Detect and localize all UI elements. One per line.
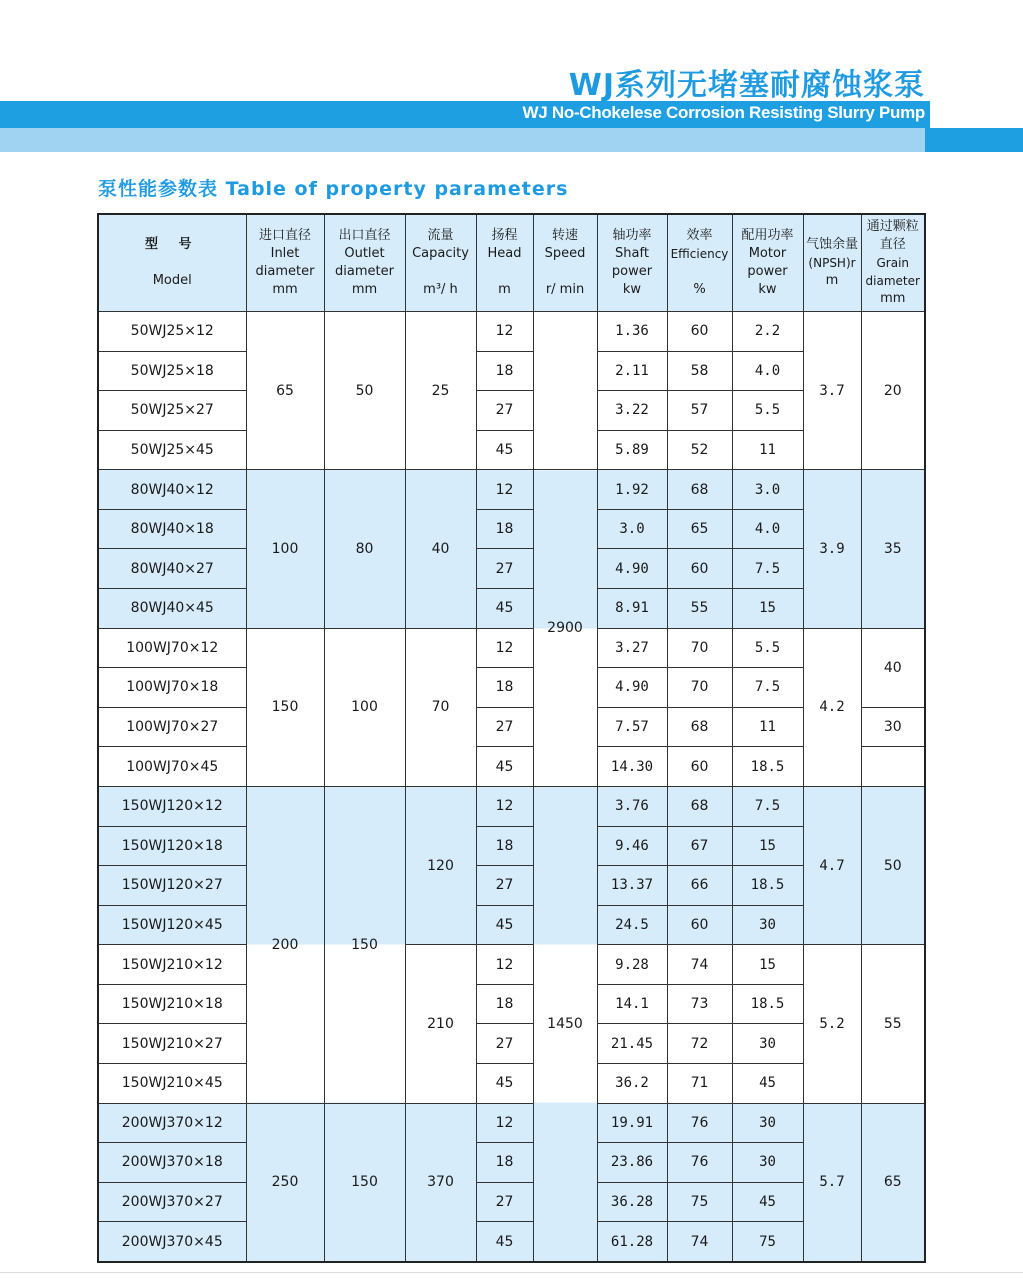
cell-efficiency: 74 [667,1222,732,1262]
table-row [98,312,925,352]
cell-head: 45 [476,905,533,945]
cell-motor-power: 11 [732,430,803,470]
cell-shaft-power: 3.0 [597,509,667,549]
cell-npsh: 3.9 [803,470,861,628]
cell-grain: 65 [861,1103,925,1262]
cell-head: 18 [476,984,533,1024]
cell-motor-power: 5.5 [732,628,803,668]
cell-motor-power: 30 [732,905,803,945]
cell-model: 200WJ370×27 [98,1182,246,1222]
cell-npsh: 3.7 [803,312,861,470]
cell-head: 12 [476,312,533,352]
table-row [98,1222,925,1262]
cell-head: 45 [476,589,533,629]
table-row [98,1182,925,1222]
cell-model: 50WJ25×18 [98,351,246,391]
cell-motor-power: 4.0 [732,509,803,549]
cell-shaft-power: 14.30 [597,747,667,787]
cell-head: 12 [476,786,533,826]
header-row [98,214,925,312]
cell-efficiency: 70 [667,628,732,668]
table-row [98,984,925,1024]
cell-shaft-power: 14.1 [597,984,667,1024]
cell-outlet: 80 [324,470,405,628]
cell-shaft-power: 21.45 [597,1024,667,1064]
table-row [98,905,925,945]
cell-model: 150WJ210×27 [98,1024,246,1064]
table-row [98,786,925,826]
cell-efficiency: 76 [667,1103,732,1143]
cell-capacity: 370 [405,1103,476,1262]
cell-shaft-power: 19.91 [597,1103,667,1143]
cell-motor-power: 30 [732,1024,803,1064]
cell-motor-power: 45 [732,1063,803,1103]
cell-npsh: 5.7 [803,1103,861,1262]
cell-motor-power: 75 [732,1222,803,1262]
col-capacity: 流量 Capacity m³/ h [405,214,476,312]
cell-npsh: 4.2 [803,628,861,786]
cell-head: 45 [476,1063,533,1103]
cell-efficiency: 60 [667,312,732,352]
col-grain-diameter: 通过颗粒直径 Grain diameter mm [861,214,925,312]
cell-motor-power: 3.0 [732,470,803,510]
cell-speed-empty [533,312,597,470]
cell-outlet: 150 [324,786,405,1103]
cell-model: 150WJ120×45 [98,905,246,945]
cell-model: 200WJ370×18 [98,1143,246,1183]
cell-motor-power: 18.5 [732,866,803,906]
header-band-corner [925,128,1023,152]
table-row [98,866,925,906]
cell-model: 150WJ120×18 [98,826,246,866]
cell-shaft-power: 24.5 [597,905,667,945]
cell-model: 150WJ210×12 [98,945,246,985]
cell-model: 80WJ40×27 [98,549,246,589]
col-npsh: 气蚀余量 (NPSH)r m [803,214,861,312]
cell-head: 27 [476,1024,533,1064]
header-band-light [0,128,1023,152]
cell-model: 80WJ40×12 [98,470,246,510]
cell-shaft-power: 8.91 [597,589,667,629]
cell-shaft-power: 61.28 [597,1222,667,1262]
col-motor-power: 配用功率 Motor power kw [732,214,803,312]
cell-motor-power: 15 [732,945,803,985]
col-efficiency: 效率 Efficiency % [667,214,732,312]
cell-efficiency: 68 [667,470,732,510]
cell-head: 27 [476,549,533,589]
cell-motor-power: 18.5 [732,747,803,787]
cell-shaft-power: 3.76 [597,786,667,826]
cell-grain: 40 [861,628,925,707]
page-title-cn: WJ系列无堵塞耐腐蚀浆泵 [568,68,925,103]
cell-head: 18 [476,668,533,708]
cell-shaft-power: 23.86 [597,1143,667,1183]
cell-shaft-power: 9.28 [597,945,667,985]
cell-efficiency: 60 [667,905,732,945]
cell-model: 100WJ70×12 [98,628,246,668]
cell-model: 80WJ40×18 [98,509,246,549]
cell-efficiency: 76 [667,1143,732,1183]
cell-grain: 30 [861,707,925,747]
cell-model: 50WJ25×45 [98,430,246,470]
col-shaft-power: 轴功率 Shaft power kw [597,214,667,312]
cell-head: 18 [476,509,533,549]
cell-head: 12 [476,628,533,668]
cell-shaft-power: 3.22 [597,391,667,431]
cell-motor-power: 15 [732,589,803,629]
property-parameters-table [97,213,926,1263]
cell-motor-power: 15 [732,826,803,866]
cell-shaft-power: 9.46 [597,826,667,866]
cell-efficiency: 57 [667,391,732,431]
cell-head: 27 [476,866,533,906]
cell-shaft-power: 36.28 [597,1182,667,1222]
cell-inlet: 150 [246,628,324,786]
col-outlet: 出口直径 Outlet diameter mm [324,214,405,312]
cell-efficiency: 60 [667,747,732,787]
cell-efficiency: 75 [667,1182,732,1222]
table-row [98,1024,925,1064]
cell-head: 27 [476,391,533,431]
cell-efficiency: 68 [667,786,732,826]
cell-shaft-power: 36.2 [597,1063,667,1103]
cell-head: 45 [476,430,533,470]
cell-motor-power: 2.2 [732,312,803,352]
cell-grain: 35 [861,470,925,628]
cell-model: 150WJ120×27 [98,866,246,906]
col-inlet: 进口直径 Inlet diameter mm [246,214,324,312]
cell-grain: 20 [861,312,925,470]
cell-capacity: 40 [405,470,476,628]
col-model: 型 号 Model [98,214,246,312]
cell-model: 50WJ25×27 [98,391,246,431]
cell-model: 150WJ210×18 [98,984,246,1024]
table-row [98,945,925,985]
cell-shaft-power: 4.90 [597,549,667,589]
cell-head: 12 [476,1103,533,1143]
table-row [98,1103,925,1143]
table-row [98,589,925,629]
cell-outlet: 150 [324,1103,405,1262]
table-row [98,430,925,470]
cell-shaft-power: 4.90 [597,668,667,708]
cell-efficiency: 67 [667,826,732,866]
cell-grain: 55 [861,945,925,1103]
page-title-en: WJ No-Chokelese Corrosion Resisting Slurry Pump [522,103,925,122]
table-row [98,668,925,708]
table-row [98,1063,925,1103]
table-row [98,509,925,549]
cell-shaft-power: 13.37 [597,866,667,906]
section-title: 泵性能参数表 Table of property parameters [98,178,569,200]
table-row [98,1143,925,1183]
cell-speed: 2900 [533,470,597,787]
cell-efficiency: 68 [667,707,732,747]
table-row [98,351,925,391]
cell-head: 18 [476,826,533,866]
cell-motor-power: 4.0 [732,351,803,391]
table-row [98,826,925,866]
cell-motor-power: 7.5 [732,786,803,826]
cell-motor-power: 30 [732,1103,803,1143]
table-row [98,470,925,510]
cell-motor-power: 45 [732,1182,803,1222]
table-row [98,549,925,589]
cell-head: 45 [476,1222,533,1262]
cell-head: 12 [476,945,533,985]
cell-grain-empty [861,747,925,787]
cell-model: 80WJ40×45 [98,589,246,629]
cell-inlet: 100 [246,470,324,628]
cell-efficiency: 55 [667,589,732,629]
cell-head: 45 [476,747,533,787]
cell-efficiency: 72 [667,1024,732,1064]
table-row [98,628,925,668]
cell-motor-power: 5.5 [732,391,803,431]
cell-head: 18 [476,351,533,391]
cell-inlet: 200 [246,786,324,1103]
cell-shaft-power: 7.57 [597,707,667,747]
col-head: 扬程 Head m [476,214,533,312]
cell-efficiency: 52 [667,430,732,470]
cell-motor-power: 30 [732,1143,803,1183]
cell-head: 27 [476,707,533,747]
cell-motor-power: 18.5 [732,984,803,1024]
cell-shaft-power: 5.89 [597,430,667,470]
cell-model: 100WJ70×45 [98,747,246,787]
cell-head: 18 [476,1143,533,1183]
cell-model: 50WJ25×12 [98,312,246,352]
cell-efficiency: 65 [667,509,732,549]
cell-speed: 1450 [533,786,597,1262]
cell-outlet: 50 [324,312,405,470]
cell-outlet: 100 [324,628,405,786]
cell-efficiency: 70 [667,668,732,708]
cell-capacity: 210 [405,945,476,1103]
cell-inlet: 250 [246,1103,324,1262]
cell-shaft-power: 1.92 [597,470,667,510]
cell-npsh: 5.2 [803,945,861,1103]
table-row [98,391,925,431]
cell-motor-power: 7.5 [732,668,803,708]
footer-divider [0,1272,1023,1273]
cell-model: 150WJ120×12 [98,786,246,826]
cell-efficiency: 71 [667,1063,732,1103]
cell-efficiency: 66 [667,866,732,906]
table-row [98,747,925,787]
cell-shaft-power: 1.36 [597,312,667,352]
cell-efficiency: 73 [667,984,732,1024]
cell-head: 27 [476,1182,533,1222]
table-row [98,707,925,747]
cell-model: 150WJ210×45 [98,1063,246,1103]
cell-motor-power: 7.5 [732,549,803,589]
cell-model: 100WJ70×27 [98,707,246,747]
cell-efficiency: 58 [667,351,732,391]
cell-shaft-power: 2.11 [597,351,667,391]
cell-npsh: 4.7 [803,786,861,944]
col-speed: 转速 Speed r/ min [533,214,597,312]
cell-motor-power: 11 [732,707,803,747]
cell-efficiency: 60 [667,549,732,589]
cell-head: 12 [476,470,533,510]
cell-capacity: 120 [405,786,476,944]
cell-model: 100WJ70×18 [98,668,246,708]
cell-model: 200WJ370×45 [98,1222,246,1262]
cell-efficiency: 74 [667,945,732,985]
cell-capacity: 70 [405,628,476,786]
cell-shaft-power: 3.27 [597,628,667,668]
cell-grain: 50 [861,786,925,944]
cell-capacity: 25 [405,312,476,470]
cell-inlet: 65 [246,312,324,470]
cell-model: 200WJ370×12 [98,1103,246,1143]
